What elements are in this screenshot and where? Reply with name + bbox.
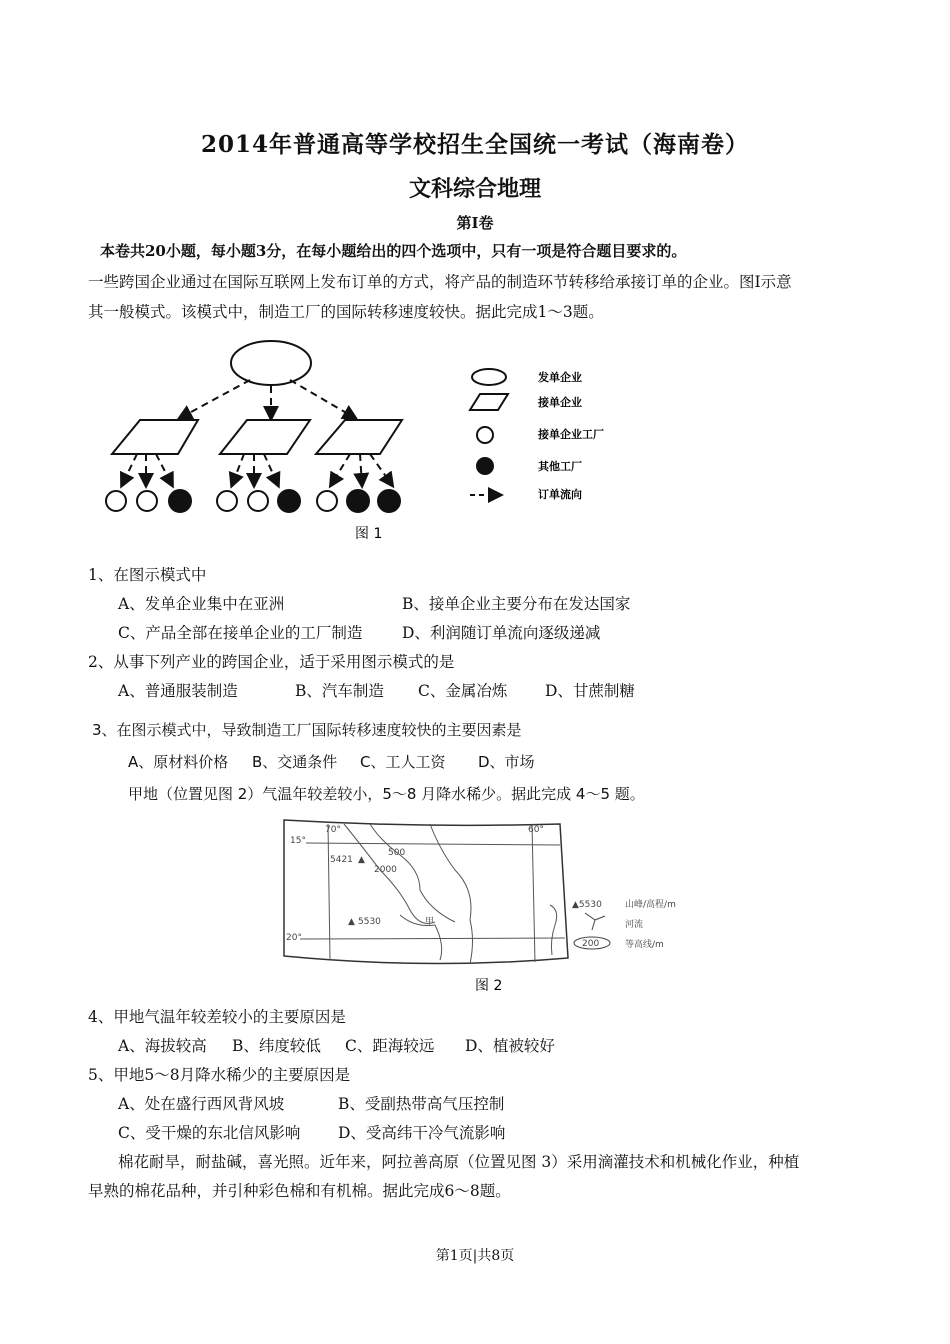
legend-label: 订单流向 bbox=[538, 488, 582, 501]
page-footer: 第1页|共8页 bbox=[435, 1248, 515, 1264]
svg-text:2000: 2000 bbox=[374, 865, 397, 875]
option: D、利润随订单流向逐级递减 bbox=[402, 624, 601, 642]
option: B、交通条件 bbox=[252, 753, 338, 771]
contractor-parallelogram bbox=[316, 420, 402, 454]
svg-text:500: 500 bbox=[388, 848, 406, 858]
option: A、普通服装制造 bbox=[118, 682, 238, 700]
svg-text:200: 200 bbox=[582, 939, 600, 949]
option: C、金属冶炼 bbox=[418, 682, 508, 700]
ordering-company-ellipse bbox=[231, 341, 311, 385]
legend-label: 其他工厂 bbox=[538, 460, 582, 473]
question-3: 3、在图示模式中，导致制造工厂国际转移速度较快的主要因素是 bbox=[92, 721, 522, 739]
question-5: 5、甲地5～8月降水稀少的主要原因是 bbox=[88, 1066, 351, 1084]
option: C、工人工资 bbox=[360, 753, 446, 771]
question-4: 4、甲地气温年较差较小的主要原因是 bbox=[88, 1008, 346, 1026]
option: C、受干燥的东北信风影响 bbox=[118, 1124, 301, 1142]
svg-text:60°: 60° bbox=[528, 825, 544, 835]
option: A、发单企业集中在亚洲 bbox=[118, 595, 285, 613]
svg-text:▲5530: ▲5530 bbox=[572, 900, 602, 910]
question-2: 2、从事下列产业的跨国企业，适于采用图示模式的是 bbox=[88, 653, 455, 671]
section-heading: 第Ⅰ卷 bbox=[456, 214, 494, 232]
legend-label: 接单企业 bbox=[538, 396, 582, 409]
intro-3: 棉花耐旱，耐盐碱，喜光照。近年来，阿拉善高原（位置见图 3）采用滴灌技术和机械化作业，种植 bbox=[118, 1153, 800, 1171]
option: D、受高纬干冷气流影响 bbox=[338, 1124, 506, 1142]
figure-2-caption: 图 2 bbox=[475, 978, 503, 994]
contractor-parallelogram bbox=[220, 420, 310, 454]
instruction: 本卷共20小题，每小题3分，在每小题给出的四个选项中，只有一项是符合题目要求的。 bbox=[100, 242, 687, 260]
option: C、距海较远 bbox=[345, 1037, 435, 1055]
figure-2-map bbox=[270, 810, 710, 1000]
svg-text:等高线/m: 等高线/m bbox=[625, 940, 664, 950]
option: D、市场 bbox=[478, 753, 535, 771]
page-subtitle: 文科综合地理 bbox=[408, 176, 541, 202]
question-1: 1、在图示模式中 bbox=[88, 566, 207, 584]
svg-text:15°: 15° bbox=[290, 836, 306, 846]
svg-text:70°: 70° bbox=[325, 825, 341, 835]
intro-2: 甲地（位置见图 2）气温年较差较小，5～8 月降水稀少。据此完成 4～5 题。 bbox=[128, 785, 645, 803]
svg-text:20°: 20° bbox=[286, 933, 302, 943]
svg-text:河流: 河流 bbox=[625, 920, 644, 930]
svg-text:甲: 甲 bbox=[425, 917, 435, 927]
intro-line: 其一般模式。该模式中，制造工厂的国际转移速度较快。据此完成1～3题。 bbox=[88, 303, 604, 321]
legend-label: 发单企业 bbox=[538, 371, 582, 384]
intro-3: 早熟的棉花品种，并引种彩色棉和有机棉。据此完成6～8题。 bbox=[88, 1182, 511, 1200]
svg-text:▲: ▲ bbox=[358, 855, 365, 865]
option: B、汽车制造 bbox=[295, 682, 384, 700]
legend-label: 接单企业工厂 bbox=[538, 428, 604, 441]
option: B、受副热带高气压控制 bbox=[338, 1095, 505, 1113]
option: A、处在盛行西风背风坡 bbox=[118, 1095, 285, 1113]
intro-line: 一些跨国企业通过在国际互联网上发布订单的方式，将产品的制造环节转移给承接订单的企业。图Ⅰ示意 bbox=[88, 273, 792, 291]
option: D、甘蔗制糖 bbox=[545, 682, 635, 700]
svg-text:5530: 5530 bbox=[358, 917, 381, 927]
option: B、纬度较低 bbox=[232, 1037, 321, 1055]
page-title: 2014年普通高等学校招生全国统一考试（海南卷） bbox=[200, 131, 749, 158]
option: D、植被较好 bbox=[465, 1037, 555, 1055]
svg-text:▲: ▲ bbox=[348, 917, 355, 927]
figure-1-caption: 图 1 bbox=[355, 526, 383, 542]
option: B、接单企业主要分布在发达国家 bbox=[402, 595, 631, 613]
svg-text:5421: 5421 bbox=[330, 855, 353, 865]
option: A、海拔较高 bbox=[118, 1037, 207, 1055]
option: A、原材料价格 bbox=[128, 753, 229, 771]
contractor-parallelogram bbox=[112, 420, 198, 454]
figure-1 bbox=[80, 330, 640, 550]
svg-text:山峰/高程/m: 山峰/高程/m bbox=[625, 900, 676, 910]
option: C、产品全部在接单企业的工厂制造 bbox=[118, 624, 363, 642]
